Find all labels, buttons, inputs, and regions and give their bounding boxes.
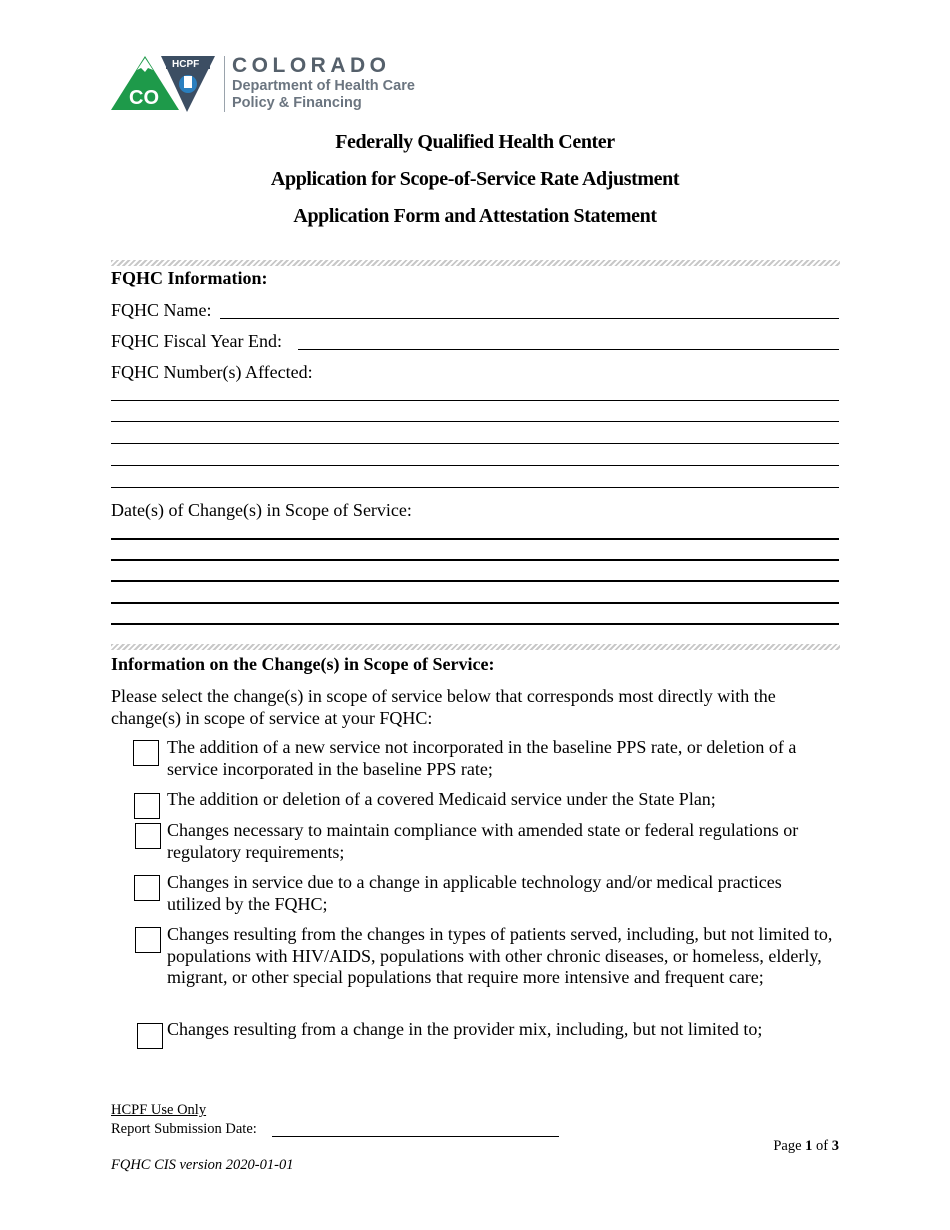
option-label-5: Changes resulting from the changes in types of patients served, including, but not limited to, populations with HIV/AIDS, populations with other chronic diseases, or homeless, elderly, migrant, or other special populations that require more intensive and frequent care; xyxy=(167,924,833,987)
hcpf-use-only-label: HCPF Use Only xyxy=(111,1102,207,1118)
option-label-3: Changes necessary to maintain compliance with amended state or federal regulations or regulatory requirements; xyxy=(167,820,799,862)
title-line-3: Application Form and Attestation Statement xyxy=(293,205,657,227)
fqhc-numbers-line-2[interactable] xyxy=(111,421,839,422)
change-dates-line-4[interactable] xyxy=(111,602,839,604)
fqhc-info-heading: FQHC Information: xyxy=(111,268,268,288)
option-checkbox-6[interactable] xyxy=(137,1023,163,1049)
colorado-seal-icon xyxy=(111,54,219,114)
state-abbr-text: CO xyxy=(129,87,159,109)
fqhc-name-field[interactable] xyxy=(220,318,839,319)
option-checkbox-2[interactable] xyxy=(134,793,160,819)
change-info-heading: Information on the Change(s) in Scope of Service: xyxy=(111,654,495,674)
change-dates-line-3[interactable] xyxy=(111,580,839,582)
page-number xyxy=(773,1138,839,1155)
section-separator xyxy=(111,260,840,266)
change-info-instructions: Please select the change(s) in scope of service below that corresponds most directly with the change(s) in scope of service at your FQHC: xyxy=(111,686,776,728)
fqhc-numbers-line-5[interactable] xyxy=(111,487,839,488)
fqhc-name-label: FQHC Name: xyxy=(111,300,212,320)
form-version: FQHC CIS version 2020-01-01 xyxy=(111,1157,294,1173)
change-dates-label: Date(s) of Change(s) in Scope of Service: xyxy=(111,500,412,520)
fqhc-numbers-line-3[interactable] xyxy=(111,443,839,444)
option-label-1: The addition of a new service not incorporated in the baseline PPS rate, or deletion of a service incorporated in the baseline PPS rate; xyxy=(167,737,797,779)
title-line-1: Federally Qualified Health Center xyxy=(335,131,615,153)
dept-line-1: Department of Health Care xyxy=(232,78,415,94)
section-separator xyxy=(111,644,840,650)
option-checkbox-4[interactable] xyxy=(134,875,160,901)
fiscal-year-label: FQHC Fiscal Year End: xyxy=(111,331,283,351)
option-label-4: Changes in service due to a change in applicable technology and/or medical practices utilized by the FQHC; xyxy=(167,872,782,914)
page-current: 1 xyxy=(805,1138,813,1154)
logo-divider xyxy=(224,56,225,112)
page-total: 3 xyxy=(831,1138,839,1154)
fqhc-numbers-line-1[interactable] xyxy=(111,400,839,401)
option-label-6: Changes resulting from a change in the provider mix, including, but not limited to; xyxy=(167,1019,763,1039)
change-dates-line-1[interactable] xyxy=(111,538,839,540)
change-dates-line-2[interactable] xyxy=(111,559,839,561)
of-word: of xyxy=(816,1138,829,1154)
option-checkbox-1[interactable] xyxy=(133,740,159,766)
hcpf-logo xyxy=(111,54,441,116)
page-word: Page xyxy=(773,1138,802,1154)
fiscal-year-field[interactable] xyxy=(298,349,839,350)
title-line-2: Application for Scope-of-Service Rate Adjustment xyxy=(270,168,680,190)
fqhc-numbers-label: FQHC Number(s) Affected: xyxy=(111,362,313,382)
option-checkbox-5[interactable] xyxy=(135,927,161,953)
badge-text: HCPF xyxy=(172,59,200,70)
option-checkbox-3[interactable] xyxy=(135,823,161,849)
fqhc-numbers-line-4[interactable] xyxy=(111,465,839,466)
state-name: COLORADO xyxy=(232,54,391,77)
option-label-2: The addition or deletion of a covered Medicaid service under the State Plan; xyxy=(167,789,716,809)
change-dates-line-5[interactable] xyxy=(111,623,839,625)
dept-line-2: Policy & Financing xyxy=(232,95,362,111)
logo-wordmark xyxy=(232,54,415,112)
submission-date-field[interactable] xyxy=(272,1136,559,1137)
submission-date-label: Report Submission Date: xyxy=(111,1121,257,1137)
